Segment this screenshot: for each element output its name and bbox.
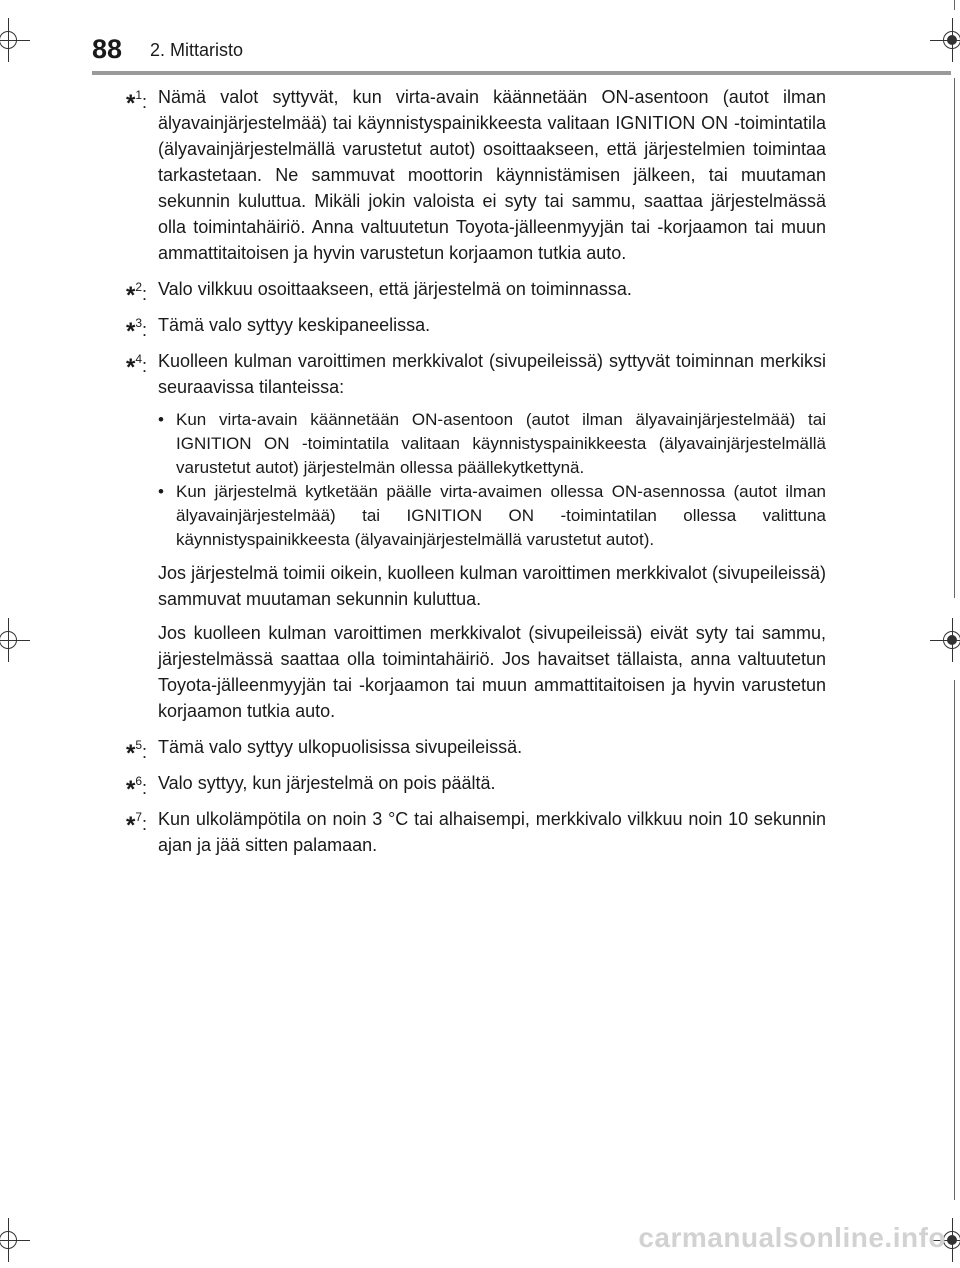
page-header: [92, 34, 952, 68]
trim-line-top: [954, 0, 955, 10]
page-number: 88: [92, 34, 123, 64]
footnote-marker: *$^7$:: [126, 810, 148, 839]
footnote-text: Nämä valot syttyvät, kun virta-avain käännetään ON-asentoon (autot ilman älyavainjärjestelmää) tai käynnistyspainikkeesta valitaan IGNITION ON -toimintatila (älyavainjärjestelmällä varustetut autot) osoittaakseen, että järjestelmien toimintaa tarkastetaan. Ne sammuvat moottorin käynnistämisen jälkeen, tai muutaman sekunnin kuluttua. Mikäli jokin valoista ei syty tai sammu, saattaa järjestelmässä olla toimintahäiriö. Anna valtuutetun Toyota-jälleenmyyjän tai -korjaamon tai muun ammattitaitoisen ja hyvin varustetun korjaamon tutkia auto.: [158, 87, 826, 263]
footnote-text: Tämä valo syttyy keskipaneelissa.: [158, 315, 431, 335]
footnote-marker: *$^4$:: [126, 352, 148, 381]
header-rule: [92, 71, 951, 75]
footnote-5: [126, 734, 826, 767]
footnote-marker: *$^6$:: [126, 774, 148, 803]
footnote-marker: *$^3$:: [126, 316, 148, 345]
footnote-marker: *$^2$:: [126, 280, 148, 309]
footnote-paragraph: Jos järjestelmä toimii oikein, kuolleen kulman varoittimen merkkivalot (sivupeileissä) sammuvat muutaman sekunnin kuluttua.: [158, 563, 826, 609]
footnote-text: Kun ulkolämpötila on noin 3 °C tai alhaisempi, merkkivalo vilkkuu noin 10 sekunnin ajan ja jää sitten palamaan.: [158, 809, 826, 855]
footnote-text: Tämä valo syttyy ulkopuolisissa sivupeileissä.: [158, 737, 523, 757]
footnote-marker: *$^1$:: [126, 88, 148, 117]
footnote-text: Valo vilkkuu osoittaakseen, että järjestelmä on toiminnassa.: [158, 279, 632, 299]
footnote-3: [126, 312, 826, 345]
footnote-4: [126, 348, 826, 724]
trim-line-right-upper: [954, 78, 955, 598]
footnotes-section: [126, 84, 826, 868]
footnote-1: [126, 84, 826, 266]
trim-line-right-lower: [954, 680, 955, 1200]
watermark: carmanualsonline.info: [638, 1222, 946, 1253]
section-title: 2. Mittaristo: [150, 40, 244, 60]
footnote-text: Kuolleen kulman varoittimen merkkivalot (sivupeileissä) syttyvät toiminnan merkiksi seuraavissa tilanteissa:: [158, 351, 826, 397]
footnote-text: Valo syttyy, kun järjestelmä on pois päältä.: [158, 773, 496, 793]
footnote-7: [126, 806, 826, 858]
footnote-marker: *$^5$:: [126, 738, 148, 767]
condition-list: [158, 408, 826, 552]
footnote-2: [126, 276, 826, 309]
list-item: • Kun järjestelmä kytketään päälle virta-avaimen ollessa ON-asennossa (autot ilman älyavainjärjestelmää) tai IGNITION ON -toimintatilan ollessa valittuna käynnistyspainikkeesta (älyavainjärjestelmällä varustetut autot).: [158, 482, 826, 549]
list-item: • Kun virta-avain käännetään ON-asentoon (autot ilman älyavainjärjestelmää) tai IGNITION ON -toimintatila valitaan käynnistyspainikkeesta (älyavainjärjestelmällä varustetut autot) järjestelmän ollessa päällekytkettynä.: [158, 410, 826, 477]
footnote-6: [126, 770, 826, 803]
footnote-paragraph: Jos kuolleen kulman varoittimen merkkivalot (sivupeileissä) eivät syty tai sammu, järjestelmässä saattaa olla toimintahäiriö. Jos havaitset tällaista, anna valtuutetun Toyota-jälleenmyyjän tai -korjaamon tai muun ammattitaitoisen ja hyvin varustetun korjaamon tutkia auto.: [158, 623, 826, 721]
